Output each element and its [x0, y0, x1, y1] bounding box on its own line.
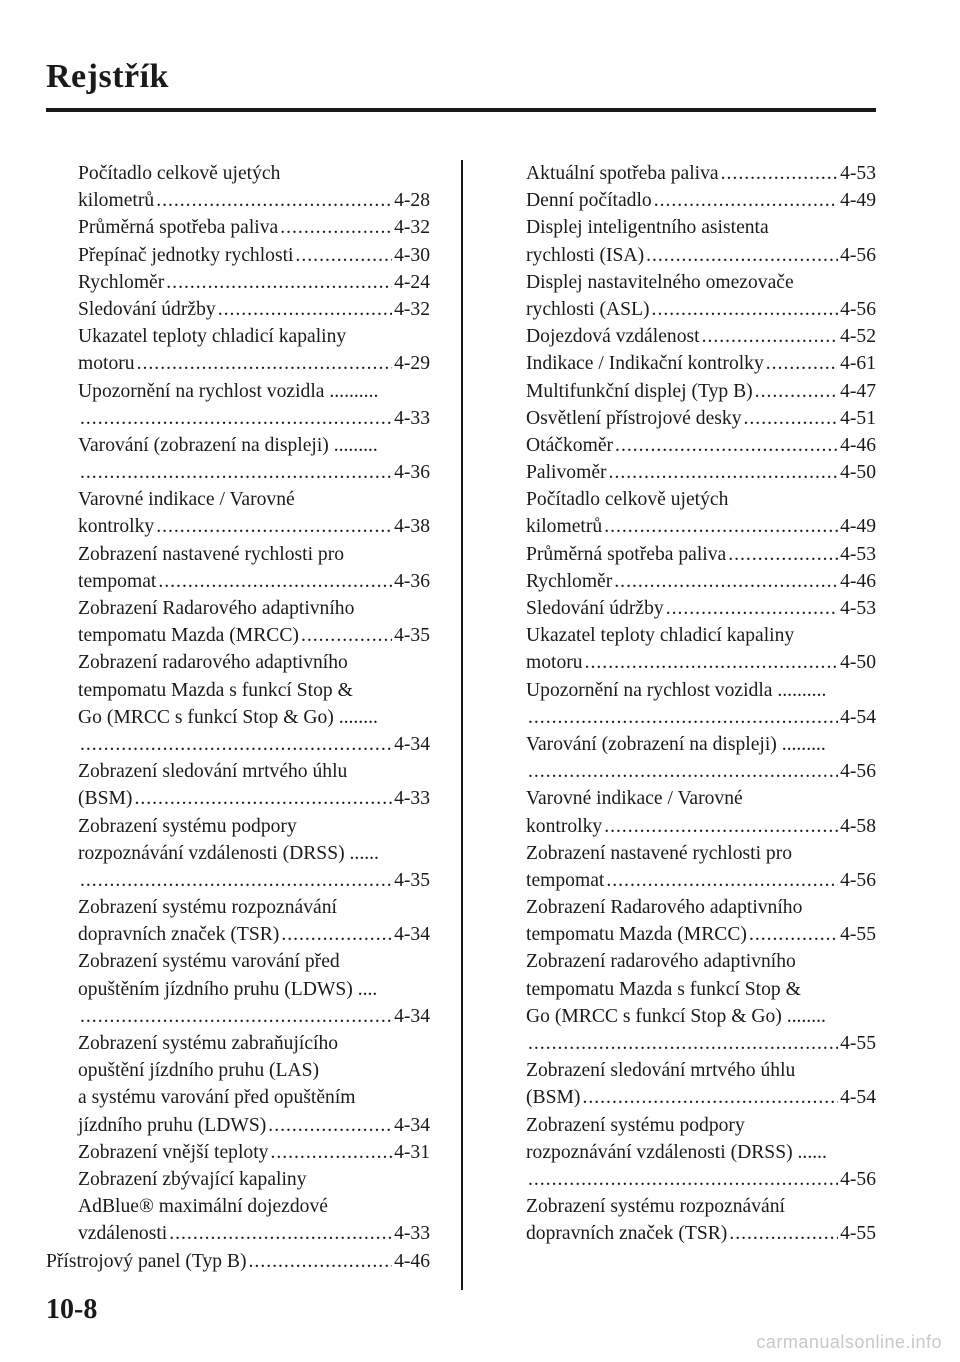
- index-entry-page: 4-35: [394, 625, 430, 647]
- index-entry-page: 4-50: [840, 652, 876, 674]
- index-entry: Varování (zobrazení na displeji) .........: [78, 434, 378, 456]
- index-entry: [526, 405, 876, 432]
- index-entry-page: 4-56: [840, 244, 876, 266]
- index-entry-page: 4-34: [394, 733, 430, 755]
- index-entry-page: 4-32: [394, 298, 430, 320]
- index-entry: [526, 432, 876, 459]
- index-entry-text: Přístrojový panel (Typ B): [46, 1250, 247, 1272]
- index-entry: [46, 1003, 430, 1030]
- column-divider: [461, 160, 463, 1290]
- dot-leader: [755, 378, 838, 405]
- index-column-left: [46, 160, 430, 1275]
- dot-leader: [134, 785, 392, 812]
- dot-leader: [615, 432, 838, 459]
- index-entry: [526, 1220, 876, 1247]
- index-entry: Go (MRCC s funkcí Stop & Go) ........: [78, 706, 378, 728]
- index-entry-text: (BSM): [526, 1087, 581, 1109]
- index-entry-page: 4-30: [394, 244, 430, 266]
- index-entry: Zobrazení Radarového adaptivního: [526, 897, 803, 919]
- index-column-right: [526, 160, 876, 1248]
- index-entry: [46, 568, 430, 595]
- index-entry-text: Průměrná spotřeba paliva: [78, 217, 279, 239]
- dot-leader: [169, 1220, 392, 1247]
- index-entry-text: Rychloměr: [78, 271, 165, 293]
- index-entry-page: 4-51: [840, 407, 876, 429]
- dot-leader: [280, 214, 392, 241]
- header-rule: [46, 108, 876, 112]
- index-entry: [46, 1248, 430, 1275]
- index-entry: [526, 867, 876, 894]
- index-entry-page: 4-33: [394, 1223, 430, 1245]
- index-entry: Zobrazení systému podpory: [526, 1114, 745, 1136]
- index-entry-page: 4-56: [840, 1168, 876, 1190]
- index-entry: [526, 568, 876, 595]
- dot-leader: [80, 867, 392, 894]
- index-entry-page: 4-33: [394, 788, 430, 810]
- page-number: 10-8: [46, 1294, 98, 1325]
- index-entry-page: 4-34: [394, 924, 430, 946]
- index-entry: Zobrazení systému varování před: [78, 951, 340, 973]
- index-entry-page: 4-55: [840, 1223, 876, 1245]
- index-entry: [526, 242, 876, 269]
- dot-leader: [218, 296, 392, 323]
- index-entry: Displej nastavitelného omezovače: [526, 271, 794, 293]
- index-entry-page: 4-46: [394, 1250, 430, 1272]
- index-entry: Varování (zobrazení na displeji) .........: [526, 733, 826, 755]
- index-entry-page: 4-32: [394, 217, 430, 239]
- dot-leader: [654, 187, 838, 214]
- index-entry-page: 4-55: [840, 924, 876, 946]
- index-entry: Zobrazení Radarového adaptivního: [78, 598, 355, 619]
- index-entry-page: 4-24: [394, 271, 430, 293]
- dot-leader: [744, 405, 839, 432]
- dot-leader: [156, 187, 392, 214]
- index-entry-text: Přepínač jednotky rychlosti: [78, 244, 294, 266]
- index-entry: a systému varování před opuštěním: [78, 1087, 356, 1109]
- index-entry-text: Denní počítadlo: [526, 190, 652, 212]
- dot-leader: [604, 513, 838, 540]
- index-entry-text: tempomatu Mazda (MRCC): [526, 924, 747, 946]
- index-entry: [46, 785, 430, 812]
- index-entry-text: (BSM): [78, 788, 133, 810]
- index-entry: [46, 513, 430, 540]
- watermark: carmanualsonline.info: [756, 1332, 942, 1352]
- index-entry-text: dopravních značek (TSR): [526, 1223, 728, 1245]
- dot-leader: [666, 595, 838, 622]
- index-entry-text: Dojezdová vzdálenost: [526, 326, 700, 348]
- index-entry-text: Otáčkoměr: [526, 434, 614, 456]
- index-entry-page: 4-31: [394, 1141, 430, 1163]
- index-entry: Ukazatel teploty chladicí kapaliny: [78, 326, 347, 348]
- index-entry-text: Sledování údržby: [526, 598, 664, 619]
- index-entry: [526, 758, 876, 785]
- index-entry-page: 4-34: [394, 1005, 430, 1027]
- index-entry: opuštění jízdního pruhu (LAS): [78, 1060, 320, 1082]
- index-entry: [46, 350, 430, 377]
- dot-leader: [582, 1084, 838, 1111]
- index-entry: [526, 813, 876, 840]
- index-entry: [526, 459, 876, 486]
- index-entry-page: 4-35: [394, 869, 430, 891]
- index-entry: [526, 187, 876, 214]
- dot-leader: [604, 813, 838, 840]
- index-entry: [526, 160, 876, 187]
- dot-leader: [80, 405, 392, 432]
- index-entry-page: 4-46: [840, 434, 876, 456]
- index-entry-text: jízdního pruhu (LDWS): [78, 1114, 267, 1136]
- index-entry: Zobrazení nastavené rychlosti pro: [78, 543, 345, 565]
- index-entry: Upozornění na rychlost vozidla ..........: [78, 380, 379, 402]
- index-entry-page: 4-29: [394, 353, 430, 375]
- dot-leader: [585, 649, 838, 676]
- dot-leader: [729, 1220, 838, 1247]
- index-entry-page: 4-52: [840, 326, 876, 348]
- index-entry-text: kontrolky: [526, 815, 603, 837]
- index-entry-page: 4-34: [394, 1114, 430, 1136]
- dot-leader: [249, 1248, 393, 1275]
- index-entry-text: Multifunkční displej (Typ B): [526, 380, 753, 402]
- dot-leader: [606, 867, 838, 894]
- index-entry-text: tempomat: [526, 869, 605, 891]
- index-entry: [46, 1112, 430, 1139]
- index-entry-text: rychlosti (ASL): [526, 298, 650, 320]
- index-entry-text: motoru: [526, 652, 583, 674]
- dot-leader: [80, 459, 392, 486]
- index-entry: [46, 921, 430, 948]
- index-entry-page: 4-50: [840, 462, 876, 484]
- dot-leader: [646, 242, 838, 269]
- index-entry-text: Palivoměr: [526, 462, 607, 484]
- index-entry-page: 4-36: [394, 462, 430, 484]
- index-entry: [46, 269, 430, 296]
- dot-leader: [528, 1030, 838, 1057]
- index-entry-text: Rychloměr: [526, 570, 613, 592]
- index-entry-page: 4-28: [394, 190, 430, 212]
- index-entry-text: kontrolky: [78, 516, 155, 538]
- dot-leader: [528, 758, 838, 785]
- index-entry: Zobrazení sledování mrtvého úhlu: [78, 761, 348, 783]
- dot-leader: [80, 731, 392, 758]
- index-entry: [526, 921, 876, 948]
- index-entry: Go (MRCC s funkcí Stop & Go) ........: [526, 1005, 826, 1027]
- index-entry: rozpoznávání vzdálenosti (DRSS) ......: [526, 1141, 827, 1163]
- dot-leader: [137, 350, 392, 377]
- index-entry: [526, 1084, 876, 1111]
- index-entry: [46, 187, 430, 214]
- index-entry-page: 4-36: [394, 570, 430, 592]
- dot-leader: [528, 1166, 838, 1193]
- index-entry: Zobrazení systému podpory: [78, 815, 297, 837]
- index-entry: [46, 1220, 430, 1247]
- index-entry: Ukazatel teploty chladicí kapaliny: [526, 625, 795, 647]
- index-entry: [526, 296, 876, 323]
- dot-leader: [80, 1003, 392, 1030]
- dot-leader: [268, 1112, 392, 1139]
- dot-leader: [158, 568, 392, 595]
- index-entry: tempomatu Mazda s funkcí Stop &: [526, 978, 801, 1000]
- index-entry-page: 4-56: [840, 298, 876, 320]
- index-entry-page: 4-49: [840, 190, 876, 212]
- index-entry: [526, 513, 876, 540]
- dot-leader: [766, 350, 838, 377]
- index-entry-text: dopravních značek (TSR): [78, 924, 280, 946]
- index-entry-page: 4-38: [394, 516, 430, 538]
- index-entry-text: Sledování údržby: [78, 298, 216, 320]
- index-entry: [526, 350, 876, 377]
- dot-leader: [301, 622, 392, 649]
- dot-leader: [270, 1139, 392, 1166]
- index-entry-text: tempomat: [78, 570, 157, 592]
- index-entry-text: tempomatu Mazda (MRCC): [78, 625, 299, 647]
- index-entry: [526, 649, 876, 676]
- dot-leader: [609, 459, 839, 486]
- index-entry: Zobrazení nastavené rychlosti pro: [526, 842, 793, 864]
- dot-leader: [728, 541, 838, 568]
- index-entry: [46, 214, 430, 241]
- index-entry: [46, 242, 430, 269]
- index-entry-text: kilometrů: [526, 516, 603, 538]
- index-entry-text: Průměrná spotřeba paliva: [526, 543, 727, 565]
- dot-leader: [614, 568, 838, 595]
- index-entry: Zobrazení zbývající kapaliny: [78, 1168, 307, 1190]
- index-entry-page: 4-54: [840, 1087, 876, 1109]
- index-entry: Zobrazení systému rozpoznávání: [78, 897, 337, 919]
- index-entry-text: Osvětlení přístrojové desky: [526, 407, 742, 429]
- index-entry: [526, 1166, 876, 1193]
- index-entry: Upozornění na rychlost vozidla ..........: [526, 679, 827, 701]
- index-entry: Počítadlo celkově ujetých: [526, 489, 729, 511]
- index-entry-text: kilometrů: [78, 190, 155, 212]
- dot-leader: [156, 513, 392, 540]
- index-entry: Zobrazení radarového adaptivního: [526, 951, 796, 973]
- index-entry-page: 4-58: [840, 815, 876, 837]
- index-entry: [526, 541, 876, 568]
- index-entry-page: 4-33: [394, 407, 430, 429]
- index-entry: Varovné indikace / Varovné: [526, 788, 743, 810]
- index-entry: [46, 1139, 430, 1166]
- index-entry-page: 4-53: [840, 163, 876, 184]
- index-entry-text: Indikace / Indikační kontrolky: [526, 353, 764, 375]
- index-entry: Zobrazení systému zabraňujícího: [78, 1033, 339, 1054]
- index-entry-text: rychlosti (ISA): [526, 244, 645, 266]
- index-entry-page: 4-56: [840, 869, 876, 891]
- index-entry-page: 4-56: [840, 761, 876, 783]
- index-entry-page: 4-54: [840, 706, 876, 728]
- index-entry: [46, 867, 430, 894]
- index-entry-text: motoru: [78, 353, 135, 375]
- index-entry-page: 4-55: [840, 1033, 876, 1054]
- index-entry-page: 4-53: [840, 543, 876, 565]
- dot-leader: [528, 704, 838, 731]
- dot-leader: [749, 921, 838, 948]
- index-entry: [46, 731, 430, 758]
- index-entry: Varovné indikace / Varovné: [78, 489, 295, 511]
- index-entry: [46, 405, 430, 432]
- index-entry: Displej inteligentního asistenta: [526, 217, 769, 239]
- index-entry-page: 4-47: [840, 380, 876, 402]
- index-entry: Zobrazení sledování mrtvého úhlu: [526, 1060, 796, 1082]
- index-entry: AdBlue® maximální dojezdové: [78, 1196, 328, 1218]
- index-entry: Zobrazení systému rozpoznávání: [526, 1196, 785, 1218]
- dot-leader: [166, 269, 392, 296]
- dot-leader: [295, 242, 392, 269]
- index-entry: [526, 378, 876, 405]
- index-entry: [526, 595, 876, 622]
- index-entry: [46, 296, 430, 323]
- index-entry-text: Aktuální spotřeba paliva: [526, 163, 719, 184]
- dot-leader: [281, 921, 392, 948]
- page-title: Rejstřík: [46, 58, 169, 95]
- index-entry: opuštěním jízdního pruhu (LDWS) ....: [78, 978, 378, 1000]
- index-entry: Zobrazení radarového adaptivního: [78, 652, 348, 674]
- index-entry-page: 4-61: [840, 353, 876, 375]
- index-entry: [526, 704, 876, 731]
- dot-leader: [702, 323, 839, 350]
- index-entry: [526, 1030, 876, 1057]
- index-entry: tempomatu Mazda s funkcí Stop &: [78, 679, 353, 701]
- index-entry: [46, 459, 430, 486]
- index-entry: rozpoznávání vzdálenosti (DRSS) ......: [78, 842, 379, 864]
- index-entry: [46, 622, 430, 649]
- dot-leader: [652, 296, 839, 323]
- index-entry-page: 4-49: [840, 516, 876, 538]
- index-entry-page: 4-46: [840, 570, 876, 592]
- index-entry-text: Zobrazení vnější teploty: [78, 1141, 269, 1163]
- index-entry: [526, 323, 876, 350]
- index-entry-page: 4-53: [840, 598, 876, 619]
- dot-leader: [721, 160, 838, 187]
- index-entry: Počítadlo celkově ujetých: [78, 163, 281, 184]
- index-entry-text: vzdálenosti: [78, 1223, 168, 1245]
